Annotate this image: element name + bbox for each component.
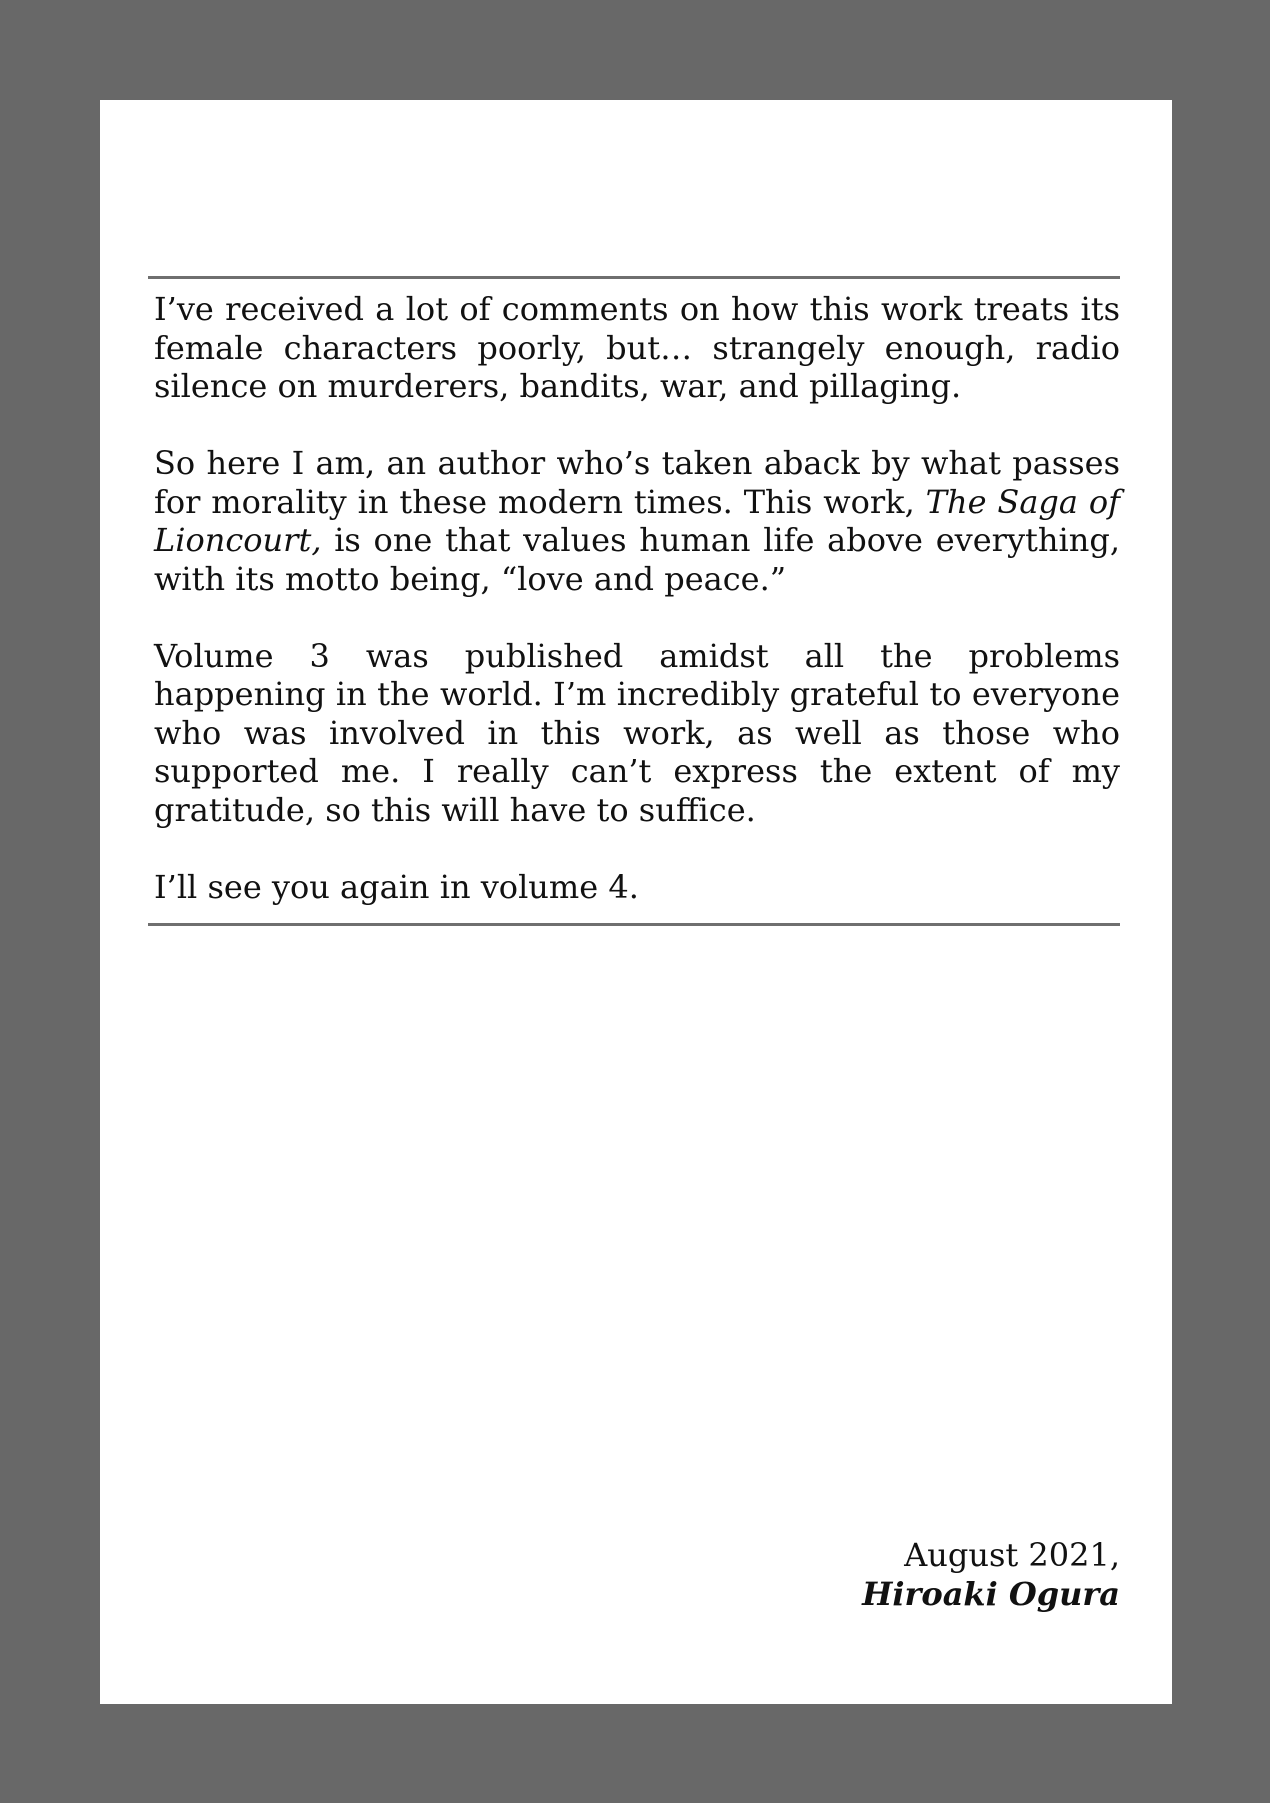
paragraph-1: I’ve received a lot of comments on how this work treats its female characters poorly, but… strangely enough, radio silence on murderers, bandits, war, and pillaging. — [154, 290, 1120, 405]
signature-date: August 2021, — [904, 1536, 1120, 1574]
signature-block — [862, 1536, 1120, 1613]
paragraph-2-start: So here I am, an author who’s taken aback by what passes for morality in these modern times. This work, — [154, 444, 1120, 521]
top-divider — [148, 276, 1120, 279]
paragraph-4: I’ll see you again in volume 4. — [154, 867, 639, 906]
bottom-divider — [148, 923, 1120, 926]
signature-author: Hiroaki Ogura — [862, 1574, 1120, 1613]
afterword-page — [100, 100, 1172, 1704]
paragraph-3: Volume 3 was published amidst all the problems happening in the world. I’m incredibly grateful to everyone who was involved in this work, as well as those who supported me. I really can’t express the extent of my gratitude, so this will have to suffice. — [154, 636, 1120, 829]
paragraph-2 — [154, 444, 1120, 598]
afterword-body — [154, 290, 1120, 906]
paragraph-2-end: is one that values human life above everything, with its motto being, “love and peace.” — [154, 521, 1120, 598]
book-title: The Saga of Lioncourt, — [154, 482, 1121, 559]
